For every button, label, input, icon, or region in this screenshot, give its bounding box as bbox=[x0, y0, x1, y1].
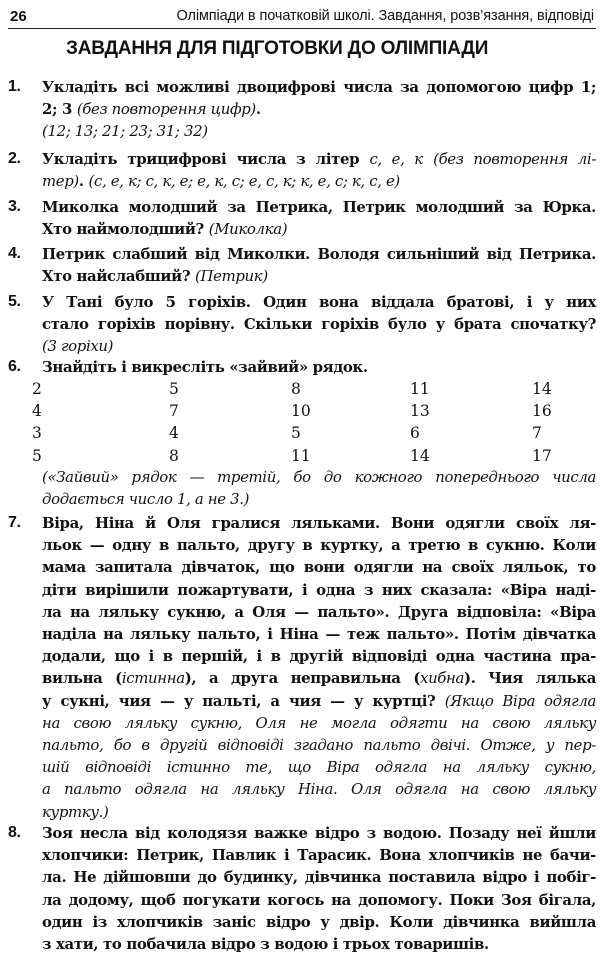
task-text-line: Хто найслабший? (Петрик) bbox=[42, 267, 268, 286]
task-number: 3. bbox=[8, 198, 21, 215]
task-2 bbox=[8, 148, 597, 192]
number-table bbox=[32, 378, 592, 467]
task-number: 5. bbox=[8, 293, 21, 310]
task-text-line: Зоя несла від колодязя важке відро з водою. Позаду неї йшли bbox=[42, 824, 596, 842]
task-text-line: у сукні, чия — у пальті, а чия — у куртці? (Якщо Віра одягла bbox=[42, 691, 597, 710]
table-cell: 5 bbox=[32, 446, 42, 465]
task-text-line: Укладіть всі можливі двоцифрові числа за допомогою цифр 1; bbox=[42, 78, 596, 96]
table-row bbox=[32, 445, 592, 467]
table-cell: 2 bbox=[32, 380, 42, 398]
table-cell: 11 bbox=[410, 380, 430, 398]
table-cell: 4 bbox=[169, 424, 179, 443]
task-text-line: тер). (с, е, к; с, к, е; е, к, с; е, с, к; к, е, с; к, с, е) bbox=[42, 172, 400, 191]
task-answer: («Зайвий» рядок — третій, бо до кожного попереднього числа bbox=[42, 468, 596, 486]
task-answer: на свою ляльку сукню, Оля не могла одягти на свою ляльку bbox=[42, 713, 596, 732]
task-text-line: хлопчики: Петрик, Павлик і Тарасик. Вона хлопчиків не бачи- bbox=[42, 846, 596, 865]
task-text-line: ла додому, щоб погукати когось на допомогу. Поки Зоя бігала, bbox=[42, 890, 596, 909]
table-cell: 8 bbox=[291, 380, 301, 398]
table-cell: 6 bbox=[410, 424, 420, 443]
task-text-line: додали, що і в першій, і в другій відповіді одна частина пра- bbox=[42, 647, 596, 666]
task-8 bbox=[8, 822, 596, 955]
task-text-line: 2; 3 (без повторення цифр). bbox=[42, 100, 261, 119]
page-header bbox=[8, 6, 596, 29]
table-cell: 17 bbox=[532, 446, 552, 465]
task-text-line: стало горіхів порівну. Скільки горіхів було у брата спочатку? bbox=[42, 315, 596, 334]
task-5 bbox=[8, 291, 596, 358]
task-text-line: діти вирішили пожартувати, і одна з них сказала: «Віра наді- bbox=[42, 580, 596, 599]
task-text-line: ла. Не дійшовши до будинку, дівчинка поставила відро і побіг- bbox=[42, 868, 596, 887]
table-cell: 13 bbox=[410, 402, 430, 421]
table-row bbox=[32, 378, 592, 400]
task-text-line: наділа на ляльку пальто, і Ніна — теж пальто». Потім дівчатка bbox=[42, 625, 596, 644]
task-text-line: Миколка молодший за Петрика, Петрик молодший за Юрка. bbox=[42, 198, 596, 216]
table-cell: 14 bbox=[532, 380, 552, 398]
table-cell: 5 bbox=[169, 380, 179, 398]
task-number: 6. bbox=[8, 358, 21, 375]
task-number: 4. bbox=[8, 245, 21, 262]
task-answer: шій відповіді істинно те, що Віра одягла на ляльку сукню, bbox=[42, 758, 596, 777]
task-1 bbox=[8, 76, 596, 143]
table-cell: 14 bbox=[410, 446, 430, 465]
table-row bbox=[32, 422, 592, 444]
task-answer: (3 горіхи) bbox=[42, 337, 114, 356]
task-number: 1. bbox=[8, 78, 21, 95]
task-text-line: Петрик слабший від Миколки. Володя сильніший від Петрика. bbox=[42, 245, 596, 263]
table-row bbox=[32, 400, 592, 422]
task-number: 7. bbox=[8, 514, 21, 531]
section-heading: ЗАВДАННЯ ДЛЯ ПІДГОТОВКИ ДО ОЛІМПІАДИ bbox=[66, 38, 489, 59]
task-number: 2. bbox=[8, 150, 21, 167]
task-text-line: Знайдіть і викресліть «зайвий» рядок. bbox=[42, 358, 368, 376]
task-3 bbox=[8, 196, 596, 240]
task-text-line: Хто наймолодший? (Миколка) bbox=[42, 220, 288, 239]
task-text-line: один із хлопчиків заніс відро у двір. Коли дівчинка вийшла bbox=[42, 912, 596, 931]
task-answer: (12; 13; 21; 23; 31; 32) bbox=[42, 122, 208, 141]
task-6-answer bbox=[42, 466, 596, 510]
table-cell: 16 bbox=[532, 402, 552, 421]
table-cell: 3 bbox=[32, 424, 42, 443]
task-text-line: ла на ляльку сукню, а Оля — пальто». Друга відповіла: «Віра bbox=[42, 602, 596, 621]
table-cell: 8 bbox=[169, 446, 179, 465]
table-cell: 10 bbox=[291, 402, 311, 421]
table-cell: 5 bbox=[291, 424, 301, 443]
task-answer: пальто, бо в другій відповіді згадано пальто двічі. Отже, у пер- bbox=[42, 736, 596, 755]
task-text-line: Укладіть трицифрові числа з літер с, е, к (без повторення лі- bbox=[42, 150, 597, 168]
task-7 bbox=[8, 512, 597, 823]
task-text-line: мама запитала дівчаток, що вони одягли на своїх ляльок, то bbox=[42, 558, 596, 577]
task-text-line: У Тані було 5 горіхів. Один вона віддала братові, і у них bbox=[42, 293, 596, 311]
task-answer: додається число 1, а не 3.) bbox=[42, 490, 250, 509]
page-number: 26 bbox=[10, 8, 27, 25]
task-text-line: вильна (істинна), а друга неправильна (хибна). Чия лялька bbox=[42, 669, 596, 688]
task-4 bbox=[8, 243, 596, 287]
task-text-line: з хати, то побачила відро з водою і трьох товаришів. bbox=[42, 935, 489, 954]
running-title: Олімпіади в початковій школі. Завдання, розв’язання, відповіді bbox=[176, 8, 594, 24]
task-answer: а пальто одягла на ляльку Ніна. Оля одягла на свою ляльку bbox=[42, 780, 596, 799]
table-cell: 4 bbox=[32, 402, 42, 421]
task-text-line: льок — одну в пальто, другу в куртку, а третю в сукню. Коли bbox=[42, 536, 596, 555]
table-cell: 7 bbox=[532, 424, 542, 443]
task-number: 8. bbox=[8, 824, 21, 841]
task-text-line: Віра, Ніна й Оля гралися ляльками. Вони одягли своїх ля- bbox=[42, 514, 596, 532]
table-cell: 11 bbox=[291, 446, 311, 465]
task-answer: куртку.) bbox=[42, 802, 109, 821]
table-cell: 7 bbox=[169, 402, 179, 421]
task-6 bbox=[8, 356, 596, 378]
